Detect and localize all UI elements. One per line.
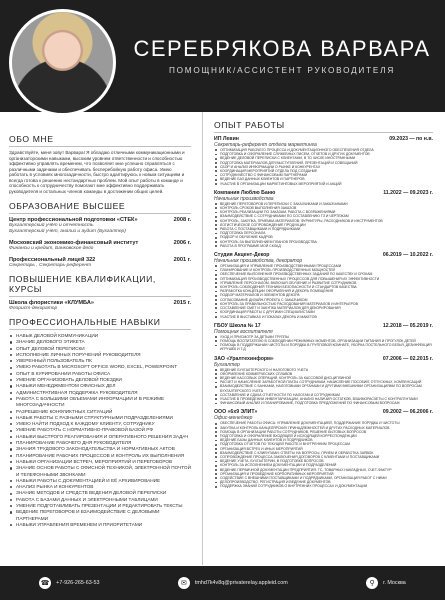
job-role: Начальник производства, декоратор <box>214 258 303 265</box>
job-role: Помощник воспитателя <box>214 328 273 335</box>
experience-list <box>214 136 433 489</box>
resume-header <box>0 0 445 112</box>
skill-item: РАБОТА С БАЗАМИ ДАННЫХ И ЭЛЕКТРОННЫМИ ТАБЛИЦАМИ <box>9 497 191 503</box>
duty-item: СОГЛАСОВАНИЕ ДИЗАЙН-ПРОЕКТА С ЗАКАЗЧИКОМ <box>214 298 433 302</box>
duty-item: ВЕДЕНИЕ ПЕРВИЧНОЙ ДОКУМЕНТАЦИИ ПРЕДПРИЯТИЯ: ТС, ТОВАРНЫХ НАКЛАДНЫХ, СЧЕТ-ФАКТУР <box>214 468 433 472</box>
company-name: ООО «6х9 ЭЛИТ» <box>214 409 258 416</box>
duty-item: УЧАСТИЕ В ОРГАНИЗАЦИИ МАРКЕТИНГОВЫХ МЕРОПРИЯТИЙ И АКЦИЙ <box>214 182 433 186</box>
contact-email[interactable] <box>178 577 288 589</box>
job-entry <box>214 409 433 488</box>
company-name: Компания Люблю Баню <box>214 189 276 196</box>
location-pin-icon: ⚲ <box>366 577 378 589</box>
duty-item: РАСЧЕТ И НАЧИСЛЕНИЕ ЗАРАБОТНОЙ ПЛАТЫ СОТРУДНИКАМ, НАЧИСЛЕНИЕ ПОСОБИЙ, ОТПУСКНЫХ, КОМПЕНСАЦИЙ <box>214 380 433 384</box>
email-text: tmhd7k4v8q@privaterelay.appleid.com <box>194 580 288 586</box>
duty-item: УЧАСТИЕ В ПРОВЕДЕНИИ ИНВЕНТАРИЗАЦИИ, АНАЛИЗ НАЛИЧИЯ ОСТАТКОВ, ВЗАИМОРАСЧЕТЫ С КОНТРАГЕНТАМИ <box>214 397 433 401</box>
left-column <box>0 112 200 565</box>
duty-item: КОНТРОЛЬ СРОКОВ ВЫПОЛНЕНИЯ ЗАКАЗОВ <box>214 206 433 210</box>
duty-item: ПОДГОТОВКА И ОФОРМЛЕНИЕ СЛУЖЕБНЫХ ПИСЕМ, ОТЧЕТОВ И ДРУГИХ ДОКУМЕНТОВ <box>214 152 433 156</box>
skill-item: НАВЫК ДЕЛОВОЙ КОММУНИКАЦИИ <box>9 333 191 339</box>
skill-item: ОПЫТ В КУРИРОВАНИИ РАБОТЫ ОФИСА <box>9 371 191 377</box>
course-school: Школа флористики «КЛУМБА» <box>9 300 94 306</box>
skill-item: ПЛАНИРОВАНИЕ РАБОЧЕГО ДНЯ РУКОВОДИТЕЛЯ <box>9 440 191 446</box>
duty-item: КООРДИНАЦИЯ РАБОТЫ С ДРУГИМИ СПЕЦИАЛИСТАМИ <box>214 310 433 314</box>
duty-item: ЗАКУПКА И КОНТРОЛЬ КАНЦЕЛЯРСКИХ ПРИНАДЛЕЖНОСТЕЙ И ДРУГИХ РАСХОДНЫХ МАТЕРИАЛОВ <box>214 426 433 430</box>
duty-item: СБОР И АНАЛИЗ ИНФОРМАЦИИ О РЫНКЕ И КОНКУРЕНТАХ <box>214 165 433 169</box>
column-divider <box>202 112 203 565</box>
education-title: ОБРАЗОВАНИЕ ВЫСШЕЕ <box>9 201 191 214</box>
duties-list <box>214 264 433 319</box>
specialty: Финансы и кредит, Банковское дело <box>9 246 94 251</box>
job-entry <box>214 136 433 186</box>
job-role: Начальник производства <box>214 195 274 202</box>
job-entry <box>214 190 433 248</box>
duty-item: ВЕДЕНИЕ КАССОВЫХ ОПЕРАЦИЙ, КОНТРОЛЬ ЗА КАССОВОЙ ДИСЦИПЛИНОЙ <box>214 376 433 380</box>
course-item <box>9 300 191 312</box>
duty-item: ВЗАИМОДЕЙСТВИЕ С СОТРУДНИКАМИ ПО СОСТАВЛЕНИЮ ТЗ И ЧЕРТЕЖАМ <box>214 214 433 218</box>
duty-item: СОДЕЙСТВИЕ С ВНЕШНИМИ ПОСТАВЩИКАМИ И ПОДРЯДЧИКАМИ, ОРГАНИЗАЦИЯ РАБОТ С НИМИ <box>214 476 433 480</box>
specialty: Секретарь , Секретарь-референт <box>9 263 92 268</box>
job-role: Секретарь-референт отдела маркетинга <box>214 142 317 148</box>
duty-item: СОТРУДНИЧЕСТВО С ФИНАНСОВЫМ ПАРТНЕРАМИ <box>214 173 433 177</box>
duty-item: ЛОГИСТИЧЕСКОЕ СОПРОВОЖДЕНИЕ ПРОДУКЦИИ <box>214 223 433 227</box>
duties-list <box>214 148 433 186</box>
duty-item: ОРГАНИЗАЦИЯ ВСТРЕЧ И ИНЫХ МЕРОПРИЯТИЙ <box>214 447 433 451</box>
duty-item: ОФОРМЛЕНИЕ КОММЕРЧЕСКИХ СПЛАВОВ <box>214 372 433 376</box>
job-entry <box>214 323 433 352</box>
duty-item: КОНТРОЛЬ СОБЛЮДЕНИЯ ТЕХНИКИ БЕЗОПАСНОСТИ И СТАНДАРТОВ КАЧЕСТВА <box>214 285 433 289</box>
duty-item: ВЗАИМОДЕЙСТВИЕ С БАНКАМИ, НАЛОГОВЫМИ ОРГАНАМИ И ДРУГИМИ ВНЕШНИМИ ОРГАНИЗАЦИЯМИ ПО ВОПРОСАМ БУХГАЛТЕРСКОГО УЧЕТА <box>214 384 433 392</box>
school-name: Профессиональный лицей 322 <box>9 257 96 263</box>
skill-item: ЗНАНИЕ ОСНОВ РАБОТЫ С ОФИСНОЙ ТЕХНИКОЙ, ЭЛЕКТРОННОЙ ПОЧТОЙ И ТЕЛЕФОННЫМИ ЗВОНКАМИ <box>9 465 191 478</box>
duties-list <box>214 335 433 352</box>
duty-item: СОСТАВЛЕНИЕ И СДАЧА ОТЧЕТНОСТИ ПО НАЛОГАМ И СОТРУДНИКАМ <box>214 393 433 397</box>
experience-title: ОПЫТ РАБОТЫ <box>214 120 433 133</box>
job-dates: 11.2022 — 09.2023 г. <box>383 189 433 196</box>
qualification-title: ПОВЫШЕНИЕ КВАЛИФИКАЦИИ, КУРСЫ <box>9 274 191 297</box>
company-name: Студия Акцент-Декор <box>214 252 270 259</box>
job-dates: 09.2023 — по н.в. <box>389 136 433 142</box>
job-entry <box>214 252 433 319</box>
duty-item: КОНТРОЛЬ ЗА ПРАВИЛЬНОСТЬЮ РАСХОДОВАНИЯ МАТЕРИАЛОВ И ИНТЕРЬЕРОВ <box>214 302 433 306</box>
education-item <box>9 217 191 235</box>
duty-item: КОНТРОЛЬ РЕАЛИЗАЦИИ ПО ЗАКАЗАМ, РАБОТА С ВОЗРАЖЕНИЯМИ <box>214 210 433 214</box>
skill-item: ИСПОЛНЕНИЕ ЛИЧНЫХ ПОРУЧЕНИЙ РУКОВОДИТЕЛЯ <box>9 352 191 358</box>
desired-position: ПОМОЩНИК/АССИСТЕНТ РУКОВОДИТЕЛЯ <box>168 66 396 75</box>
duty-item: ОБЕСПЕЧЕНИЕ ВЫПОЛНЕНИЯ ПРОИЗВОДСТВЕННЫХ ЗАДАНИЙ ПО КАЧЕСТВУ И СРОКАМ <box>214 272 433 276</box>
skill-item: ВЕДЕНИЕ ПЕРЕГОВОРОВ И ВЗАИМОДЕЙСТВИЕ С ДЕЛОВЫМИ ПАРТНЕРАМИ <box>9 509 191 522</box>
skill-item: УМЕНИЕ ПОДГОТАВЛИВАТЬ ПРЕЗЕНТАЦИИ И РЕДАКТИРОВАТЬ ТЕКСТЫ <box>9 503 191 509</box>
duty-item: ВЕДЕНИЕ БАЗ ДАННЫХ КЛИЕНТОВ И ПАРТНЕРОВ <box>214 177 433 181</box>
profile-photo <box>9 9 116 116</box>
full-name: СЕРЕБРЯКОВА ВАРВАРА <box>133 36 431 61</box>
skill-item: НАВЫКИ РАБОТЫ С ДОКУМЕНТАЦИЕЙ И ЕЁ АРХИВИРОВАНИЕ <box>9 478 191 484</box>
duty-item: ПОДГОТОВКА ОТЧЕТОВ ПО ТЕКУЩЕЙ РАБОТЕ И ВНУТРЕННИМ ПРОЦЕССАМ <box>214 442 433 446</box>
duty-item: РАЗРАБОТКА КОНЦЕПЦИИ ОФОРМЛЕНИЯ И ДЕКОРА ПОМЕЩЕНИЯ <box>214 289 433 293</box>
duties-list <box>214 368 433 406</box>
education-list <box>9 217 191 269</box>
job-role: Бухгалтер <box>214 361 240 368</box>
duty-item: КОНТРОЛЬ ЗА ВЫПОЛНЕНИЕМ ПЛАНОВ ПРОИЗВОДСТВА <box>214 240 433 244</box>
right-column <box>206 112 445 565</box>
duty-item: УПРАВЛЕНИЕ ПЕРСОНАЛОМ, ВКЛЮЧАЯ ОБУЧЕНИЕ И РАЗВИТИЕ СОТРУДНИКОВ <box>214 281 433 285</box>
duty-item: КОНТРОЛЬ, ЗАКУПКА, ПРИЕМКА МАТЕРИАЛОВ, ФУРНИТУРЫ, РАСХОДНИКОВ И ИНСТРУМЕНТОВ <box>214 219 433 223</box>
skill-item: УМЕЮ РАБОТАТЬ В MICROSOFT OFFICE WORD, EXCEL, POWERPOINT <box>9 364 191 370</box>
duty-item: ПОДДЕРЖКА ЗНАНИЙ СОТРУДНИКОВ О ВНУТРЕННИХ ПРОЦЕССАХ И ДОКУМЕНТАЦИИ <box>214 484 433 488</box>
qualification-detail: Бухгалтерский учёт, анализ и аудит (Бухгалтер) <box>9 229 126 234</box>
duty-item: СОПРОВОЖДЕНИЕ ПРОЦЕССА ЗАКЛЮЧЕНИЯ ДОГОВОРОВ С КЛИЕНТАМИ И ПОСТАВЩИКАМИ <box>214 455 433 459</box>
duty-item: ВЕДЕНИЕ БУХГАЛТЕРСКОГО И НАЛОГОВОГО УЧЕТА <box>214 368 433 372</box>
city-text: г. Москва <box>383 580 406 586</box>
school-name: Центр профессиональной подготовки «СТЕК» <box>9 217 138 223</box>
duty-item: ПОДГОТОВКА ПЕРСОНАЛА <box>214 231 433 235</box>
job-entry <box>214 356 433 406</box>
duty-item: ВЗАИМОДЕЙСТВИЕ С КЛИЕНТАМИ: ОТВЕТЫ НА ВОПРОСЫ, ПРИЕМ И ОБРАБОТКА ЗАЯВОК <box>214 451 433 455</box>
skill-item: АНАЛИЗ РЫНКА И КОНКУРЕНТОВ <box>9 484 191 490</box>
school-name: Московский экономико-финансовый институт <box>9 240 139 246</box>
job-dates: 06.2019 — 10.2022 г. <box>382 252 433 259</box>
specialty: Бухгалтерский учёт и отчетность <box>9 223 94 228</box>
duty-item: СОСТАВЛЕНИЕ СМЕТ И ЗАКУПКА МАТЕРИАЛОВ ДЛЯ ДЕКОРИРОВАНИЯ <box>214 306 433 310</box>
graduation-year: 2001 г. <box>173 257 191 263</box>
duties-list <box>214 202 433 248</box>
mail-icon: ✉ <box>178 577 190 589</box>
duty-item: РАБОТА В ПРОГРАММЕ МОЙ СКЛАД <box>214 244 433 248</box>
about-title: ОБО МНЕ <box>9 134 191 147</box>
duty-item: КООРДИНАЦИЯ МЕРОПРИЯТИЙ ОТДЕЛА ПОД СОЗДАНИЕ <box>214 169 433 173</box>
duty-item: ОПТИМИЗАЦИЯ ПРОИЗВОДСТВЕННЫХ ПРОЦЕССОВ ДЛЯ ПОВЫШЕНИЯ ИХ ЭФФЕКТИВНОСТИ <box>214 277 433 281</box>
skill-item: ЗНАНИЯ ТРУДОВОГО ЗАКОНОДАТЕЛЬСТВА И НОРМАТИВНЫХ АКТОВ <box>9 446 191 452</box>
skill-item: УМЕНИЕ РАБОТАТЬ С НОРМАТИВНО-ПРАВОВОЙ БАЗОЙ РФ <box>9 427 191 433</box>
education-item <box>9 257 191 269</box>
duty-item: ДЕЛОПРОИЗВОДСТВО, РЕГИСТРАЦИЯ И ВЕДЕНИЕ ДОКУМЕНТОВ <box>214 480 433 484</box>
job-role: Офис-менеджер <box>214 415 253 422</box>
skill-item: АДМИНИСТРАТИВНАЯ ПОДДЕРЖКА РУКОВОДИТЕЛЯ <box>9 390 191 396</box>
duty-item: ОРГАНИЗАЦИЯ И ПРОВЕДЕНИЕ КОРПОРАТИВНЫХ МЕРОПРИЯТИЙ <box>214 472 433 476</box>
job-dates: 12.2018 — 05.2019 г. <box>382 322 433 329</box>
duty-item: КОНТРОЛЬ ЗА ИСПОЛНЕНИЕМ ДОКУМЕНТАЦИИ И ПОДРАЗДЕЛЕНИЙ <box>214 463 433 467</box>
duty-item: ВЕДЕНИЕ ПЕРЕГОВОРОВ И ПЕРЕПИСКИ С ЗАКАЗЧИКАМИ И ЗАКАЗЧИКАМИ <box>214 202 433 206</box>
company-name: ГБОУ Школа № 17 <box>214 322 261 329</box>
skills-list <box>9 333 191 528</box>
duty-item: ПОДБОР МАТЕРИАЛОВ И ЭЛЕМЕНТОВ ДЕКОРА <box>214 293 433 297</box>
skill-item: РАБОТА С БОЛЬШИМИ ОБЪЕМАМИ ИНФОРМАЦИИ И В РЕЖИМЕ МНОГОЗАДАЧНОСТИ <box>9 396 191 409</box>
contacts-footer <box>0 566 445 600</box>
company-name: ИП Левин <box>214 136 239 142</box>
duty-item: ФИНАНСОВЫЙ АНАЛИЗ И ПЛАНИРОВАНИЕ, ПОДГОТОВКА ПРЕДЛОЖЕНИЙ ПО ФИНАНСОВЫМ ВОПРОСАМ <box>214 401 433 405</box>
duty-item: ВЕДЕНИЕ УЧЕТА, БУХГАЛТЕРИИ, В ПОДГОТОВКЕ ВОПРОСОВ <box>214 459 433 463</box>
duty-item: ПОМОЩЬ В ПОДДЕРЖАНИИ ЧИСТОТЫ И ПОРЯДКА В ГРУППОВОЙ КОМНАТЕ, УБОРКА ПОСТЕЛЬНОГО БЕЛЬЯ, ДЕЗИНФЕКЦИЯ ИГРУШЕК И Т.Д. <box>214 343 433 351</box>
duties-list <box>214 421 433 488</box>
duty-item: ПОДГОТОВКА МАТЕРИАЛОВ ДЛЯ ВЫСТУПЛЕНИЙ, ПРЕЗЕНТАЦИЙ И СОВЕЩАНИЙ <box>214 161 433 165</box>
graduation-year: 2006 г. <box>173 240 191 246</box>
duty-item: ОПТИМИЗАЦИЯ РАБОЧЕГО ПРОЦЕССА И ДОКУМЕНТАЦИОННОГО ОБЕСПЕЧЕНИЯ ОТДЕЛА <box>214 148 433 152</box>
duty-item: ПОМОЩЬ В ОРГАНИЗАЦИИ РАБОТЫ СОТРУДНИКОВ, РЕШЕНИЕ БЫТОВЫХ ВОПРОСОВ <box>214 430 433 434</box>
duty-item: ПОДГОТОВКА И ОФОРМЛЕНИЕ ВХОДЯЩЕЙ И ИСХОДЯЩЕЙ КОРРЕСПОНДЕНЦИИ <box>214 434 433 438</box>
contact-phone[interactable] <box>39 577 99 589</box>
skill-item: ПЛАНИРОВАНИЕ РАБОЧИХ ПРОЦЕССОВ И КОНТРОЛЬ ИХ ВЫПОЛНЕНИЯ <box>9 453 191 459</box>
skill-item: ЗНАНИЕ МЕТОДОВ И СРЕДСТВ ВЕДЕНИЯ ДЕЛОВОЙ ПЕРЕПИСКИ <box>9 490 191 496</box>
skill-item: НАВЫКИ ОРГАНИЗАЦИИ ВСТРЕЧ, МЕРОПРИЯТИЙ И ПЕРЕГОВОРОВ <box>9 459 191 465</box>
contact-city <box>366 577 406 589</box>
duty-item: ПОДБОР И ОБУЧЕНИЕ КАДРОВ <box>214 235 433 239</box>
duty-item: ПОМОЩЬ ВОСПИТАТЕЛЮ В СОБЛЮДЕНИИ РЕЖИМНЫХ МОМЕНТОВ, ОРГАНИЗАЦИИ ПИТАНИЯ И ПРОГУЛОК ДЕТЕЙ <box>214 339 433 343</box>
duty-item: ОБЕСПЕЧЕНИЕ РАБОТЫ ОФИСА: УПРАВЛЕНИЕ ДОКУМЕНТАЦИЕЙ, ПОДДЕРЖАНИЕ ПОРЯДКА И ЧИСТОТЫ <box>214 421 433 425</box>
skill-item: ОПЫТ ДЕЛОВОЙ ПЕРЕПИСКИ <box>9 346 191 352</box>
skill-item: РАЗРЕШЕНИЕ КОНФЛИКТНЫХ СИТУАЦИЙ <box>9 409 191 415</box>
duty-item: УХОД И ПРИСМОТР ЗА ДЕТЬМИ ГРУППЫ <box>214 335 433 339</box>
duty-item: ВЕДЕНИЕ ДЕЛОВОЙ ПЕРЕПИСКИ С КЛИЕНТАМИ, В ТО ЧИСЛЕ ИНОСТРАННЫМИ <box>214 156 433 160</box>
course-year: 2015 г. <box>173 300 191 306</box>
about-text: Здравствуйте, меня зовут Варвара! Я обладаю отличными коммуникационными и организаторскими навыками, высоким уровнем ответственности и способностью эффективно управлять временем, что позволяет мне успешно справляться с различными задачами и обеспечивать бесперебойную работу офиса. Умею работать в условиях многозадачности, быстро адаптируюсь к новым ситуациям и всегда готова к решению нестандартных проблем. Мой опыт работы в команде и способность к сотрудничеству помогают мне эффективно поддерживать руководителя и остальных членов команды в достижении общих целей. <box>9 150 185 194</box>
duty-item: УЧАСТИЕ В ВЫСТАВКАХ И ПОКАЗАХ ДЕКОРА И МАКЕТОВ <box>214 315 433 319</box>
graduation-year: 2008 г. <box>173 217 191 223</box>
job-dates: 07.2006 — 02.2015 г. <box>382 355 433 362</box>
skill-item: УМЕЮ НАЙТИ ПОДХОД К КАЖДОМУ КЛИЕНТУ, СОТРУДНИКУ <box>9 421 191 427</box>
duty-item: ВЕДЕНИЕ БАЗЫ ДАННЫХ КЛИЕНТОВ И ПОДРЯДЧИКОВ <box>214 438 433 442</box>
skill-item: НАВЫКИ МЕНЕДЖМЕНТОМ ОФИСНЫХ ДЕЛ <box>9 383 191 389</box>
skill-item: УВЕРЕННЫЙ ПОЛЬЗОВАТЕЛЬ ПК <box>9 358 191 364</box>
skill-item: ЗНАНИЕ ДЕЛОВОГО ЭТИКЕТА <box>9 339 191 345</box>
course-specialty: Флорист-декоратор <box>9 306 58 311</box>
company-name: ЗАО «Уралтехинформ» <box>214 355 274 362</box>
duty-item: РАБОТА С ПОСТАВЩИКАМИ И ПОДРЯДЧИКАМИ <box>214 227 433 231</box>
skill-item: УМЕНИЕ ОРГАНИЗОВАТЬ ДЕЛОВОЙ ПОЕЗДКИ <box>9 377 191 383</box>
phone-text: +7-926-265-63-53 <box>56 580 100 586</box>
skill-item: НАВЫКИ БЫСТРОГО РЕАГИРОВАНИЯ И ОПЕРАТИВНОГО РЕШЕНИЯ ЗАДАЧ <box>9 434 191 440</box>
job-dates: 09.2002 — 06.2006 г. <box>382 409 433 416</box>
skill-item: НАВЫКИ УПРАВЛЕНИЯ ВРЕМЕНЕМ И ПРИОРИТЕТАМИ <box>9 522 191 528</box>
skill-item: НАВЫК РАБОТЫ С РАЗНЫМИ СТРУКТУРНЫМИ ПОДРАЗДЕЛЕНИЯМИ <box>9 415 191 421</box>
skills-title: ПРОФЕССИОНАЛЬНЫЕ НАВЫКИ <box>9 317 191 330</box>
duty-item: ПЛАНИРОВАНИЕ И КОНТРОЛЬ ПРОИЗВОДСТВЕННЫХ МОЩНОСТЕЙ <box>214 268 433 272</box>
phone-icon: ☎ <box>39 577 51 589</box>
duty-item: ОРГАНИЗАЦИЯ И УПРАВЛЕНИЕ ПРОИЗВОДСТВЕННЫМИ ПРОЦЕССАМИ <box>214 264 433 268</box>
qualification-list <box>9 300 191 312</box>
education-item <box>9 240 191 252</box>
